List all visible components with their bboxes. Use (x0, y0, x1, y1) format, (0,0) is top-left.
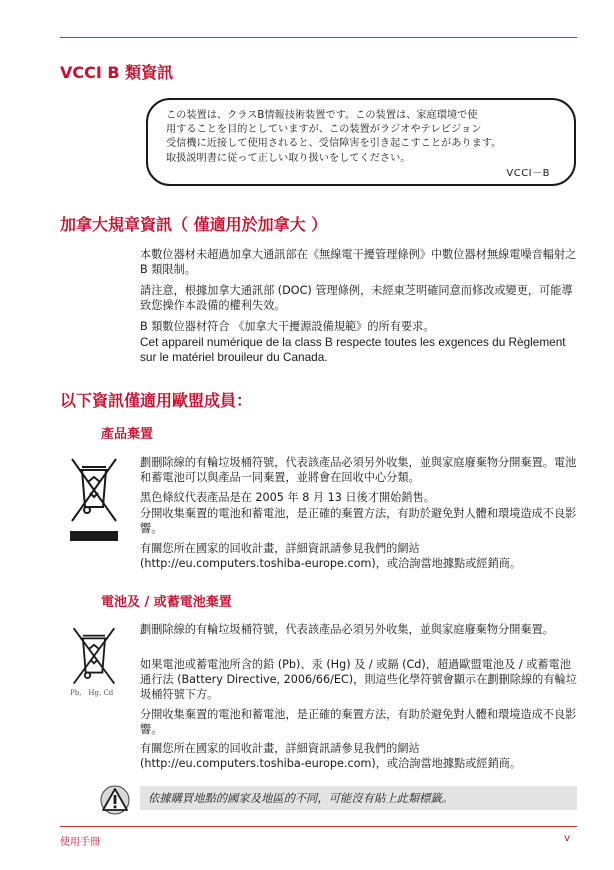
footer-manual-title: 使用手冊 (60, 837, 100, 848)
product-paragraph: 黑色條紋代表產品是在 2005 年 8 月 13 日後才開始銷售。 (140, 491, 435, 504)
canada-paragraph: 請注意，根據加拿大通訊部 (DOC) 管理條例，未經東芝明確同意而修改或變更，可能導致您操作本設備的權利失效。 (140, 284, 573, 312)
vcci-line: 取扱説明書に従って正しい取り扱いをしてください。 (166, 152, 411, 164)
product-paragraph: 有關您所在國家的回收計畫，詳細資訊請參見我們的網站 (http://eu.computers.toshiba-europe.com)，或洽詢當地據點或經銷商。 (140, 542, 522, 570)
battery-paragraph: 分開收集棄置的電池和蓄電池，是正確的棄置方法，有助於避免對人體和環境造成不良影響。 (140, 708, 577, 736)
battery-paragraph: 劃刪除線的有輪垃圾桶符號，代表該產品必須另外收集，並與家庭廢棄物分開棄置。 (140, 623, 554, 636)
vcci-line: この装置は、クラスB情報技術装置です。この装置は、家庭環境で使 (166, 110, 478, 121)
footer-rule (60, 826, 577, 827)
battery-chemicals-caption: Pb, Hg, Cd (70, 689, 114, 697)
vcci-heading: VCCI B 類資訊 (60, 63, 174, 82)
canada-paragraph: B 類數位器材符合 《加拿大干擾源設備規範》的所有要求。 (140, 320, 435, 333)
vcci-line: 受信機に近接して使用されると、受信障害を引き起こすことがあります。 (166, 138, 502, 150)
battery-disposal-heading: 電池及 / 或蓄電池棄置 (101, 595, 232, 610)
battery-paragraph: 有關您所在國家的回收計畫，詳細資訊請參見我們的網站 (http://eu.computers.toshiba-europe.com)，或洽詢當地據點或經銷商。 (140, 742, 522, 770)
vcci-mark: VCCI－B (506, 168, 550, 179)
product-paragraph: 分開收集棄置的電池和蓄電池，是正確的棄置方法，有助於避免對人體和環境造成不良影響。 (140, 507, 577, 535)
vcci-notice-box (146, 98, 576, 186)
battery-paragraph: 如果電池或蓄電池所含的鉛 (Pb)、汞 (Hg) 及 / 或鎘 (Cd)，超過歐盟電池及 / 或蓄電池通行法 (Battery Directive, 2006/66/EC)，則這些化學符號會顯示在劃刪除線的有輪垃圾桶符號下方。 (140, 658, 577, 701)
crossed-bin-icon (68, 455, 120, 543)
product-paragraph: 劃刪除線的有輪垃圾桶符號，代表該產品必須另外收集，並與家庭廢棄物分開棄置。電池和蓄電池可以與產品一同棄置，並將會在回收中心分類。 (140, 456, 577, 484)
caution-icon (100, 785, 130, 815)
canada-paragraph: 本數位器材未超過加拿大通訊部在《無線電干擾管理條例》中數位器材無線電噪音輻射之 B 類限制。 (140, 248, 577, 276)
product-disposal-heading: 產品棄置 (101, 427, 154, 442)
eu-heading: 以下資訊僅適用歐盟成員： (60, 391, 253, 410)
header-rule (60, 37, 577, 38)
note-bar (140, 786, 577, 810)
vcci-line: 用することを目的としていますが、この装置がラジオやテレビジョン (166, 124, 482, 136)
canada-heading: 加拿大規章資訊（ 僅適用於加拿大 ） (60, 215, 328, 234)
crossed-bin-battery-icon (70, 624, 118, 686)
note-text: 依據購買地點的國家及地區的不同，可能沒有貼上此類標籤。 (148, 792, 454, 805)
canada-paragraph-french: Cet appareil numérique de la class B respecte toutes les exgences du Règlement sur le matériel brouileur du Canada. (140, 335, 566, 364)
footer-page-number: v (564, 833, 570, 844)
